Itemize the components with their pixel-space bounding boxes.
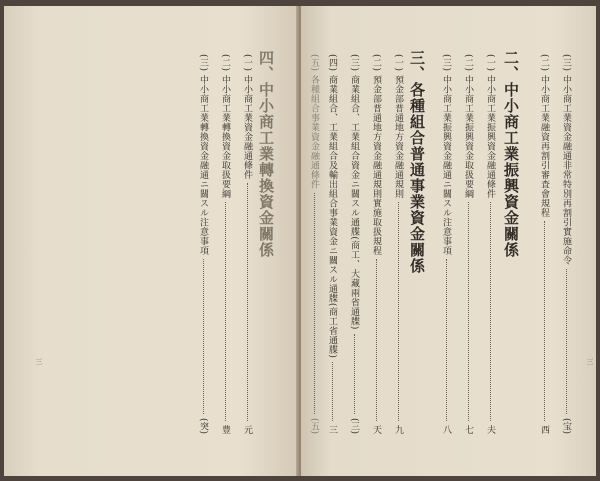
dot-leader — [468, 202, 469, 421]
dot-leader — [247, 183, 248, 421]
toc-entry-page: 九 — [393, 425, 403, 434]
toc-entry — [325, 54, 339, 434]
section-heading-text: 二、中小商工業振興資金關係 — [502, 50, 520, 258]
dot-leader — [490, 202, 491, 421]
section-heading-text: 三、各種組合普通事業資金關係 — [408, 50, 426, 274]
left-page — [4, 6, 300, 476]
toc-entry-page: (五) — [309, 417, 319, 434]
right-page — [301, 6, 596, 476]
toc-entry — [391, 54, 405, 434]
toc-entry — [347, 54, 361, 434]
section-heading — [258, 50, 273, 258]
toc-entry — [369, 54, 383, 434]
toc-entry — [559, 54, 573, 434]
dot-leader — [398, 202, 399, 421]
toc-entry-page: 天 — [371, 425, 381, 434]
toc-entry — [483, 54, 497, 434]
toc-entry-title: (二) 預金部普通地方資金融通規則實施取扱規程 — [371, 54, 381, 256]
toc-entry-title: (二) 中小商工業融資再割引審査會規程 — [539, 54, 549, 218]
toc-entry-page: 西 — [539, 425, 549, 434]
toc-entry-page: (突) — [198, 417, 208, 434]
toc-entry-page: 夫 — [485, 425, 495, 434]
dot-leader — [544, 221, 545, 421]
toc-entry-page: 豊 — [220, 425, 230, 434]
section-heading — [409, 50, 424, 274]
toc-entry-title: (二) 中小商工業振興資金取扱要綱 — [463, 54, 473, 199]
toc-entry-title: (三) 中小商工業資金融通非常特別再割引實施命令 — [561, 54, 571, 265]
section-heading — [503, 50, 518, 258]
toc-entry — [461, 54, 475, 434]
toc-entry-page: 元 — [242, 425, 252, 434]
toc-entry — [218, 54, 232, 434]
dot-leader — [203, 259, 204, 414]
page-folio: 三 — [35, 358, 43, 365]
section-heading-text: 四、中小商工業轉換資金關係 — [257, 50, 275, 258]
dot-leader — [446, 259, 447, 421]
toc-entry — [196, 54, 210, 434]
page-folio: 三 — [586, 358, 594, 365]
toc-entry — [439, 54, 453, 434]
dot-leader — [225, 202, 226, 421]
toc-entry-title: (三) 中小商工業轉換資金融通ニ關スル注意事項 — [198, 54, 208, 256]
toc-entry — [307, 54, 321, 434]
toc-entry — [240, 54, 254, 434]
dot-leader — [314, 193, 315, 414]
toc-entry-page: (宝) — [561, 417, 571, 434]
toc-entry-page: 三 — [327, 425, 337, 434]
toc-entry-page: 七 — [463, 425, 473, 434]
toc-entry-title: (三) 中小商工業振興資金融通ニ關スル注意事項 — [441, 54, 451, 256]
dot-leader — [354, 334, 355, 414]
toc-entry-title: (一) 中小商工業振興資金融通條件 — [485, 54, 495, 199]
dot-leader — [376, 259, 377, 421]
toc-entry-title: (二) 中小商工業轉換資金取扱要綱 — [220, 54, 230, 199]
dot-leader — [332, 362, 333, 421]
dot-leader — [566, 269, 567, 414]
toc-entry-page: (三) — [349, 417, 359, 434]
toc-entry-title: (三) 商業組合、工業組合資金ニ關スル通牒(商工、大藏兩省通牒) — [349, 54, 359, 330]
toc-entry-page: 八 — [441, 425, 451, 434]
toc-entry-title: (一) 預金部普通地方資金融通規則 — [393, 54, 403, 199]
toc-entry-title: (五) 各種組合事業資金融通條件 — [309, 54, 319, 189]
toc-entry — [537, 54, 551, 434]
toc-entry-title: (四) 商業組合、工業組合及輸出組合事業資金ニ關スル通牒(商工省通牒) — [327, 54, 337, 359]
toc-entry-title: (一) 中小商工業資金融通條件 — [242, 54, 252, 180]
